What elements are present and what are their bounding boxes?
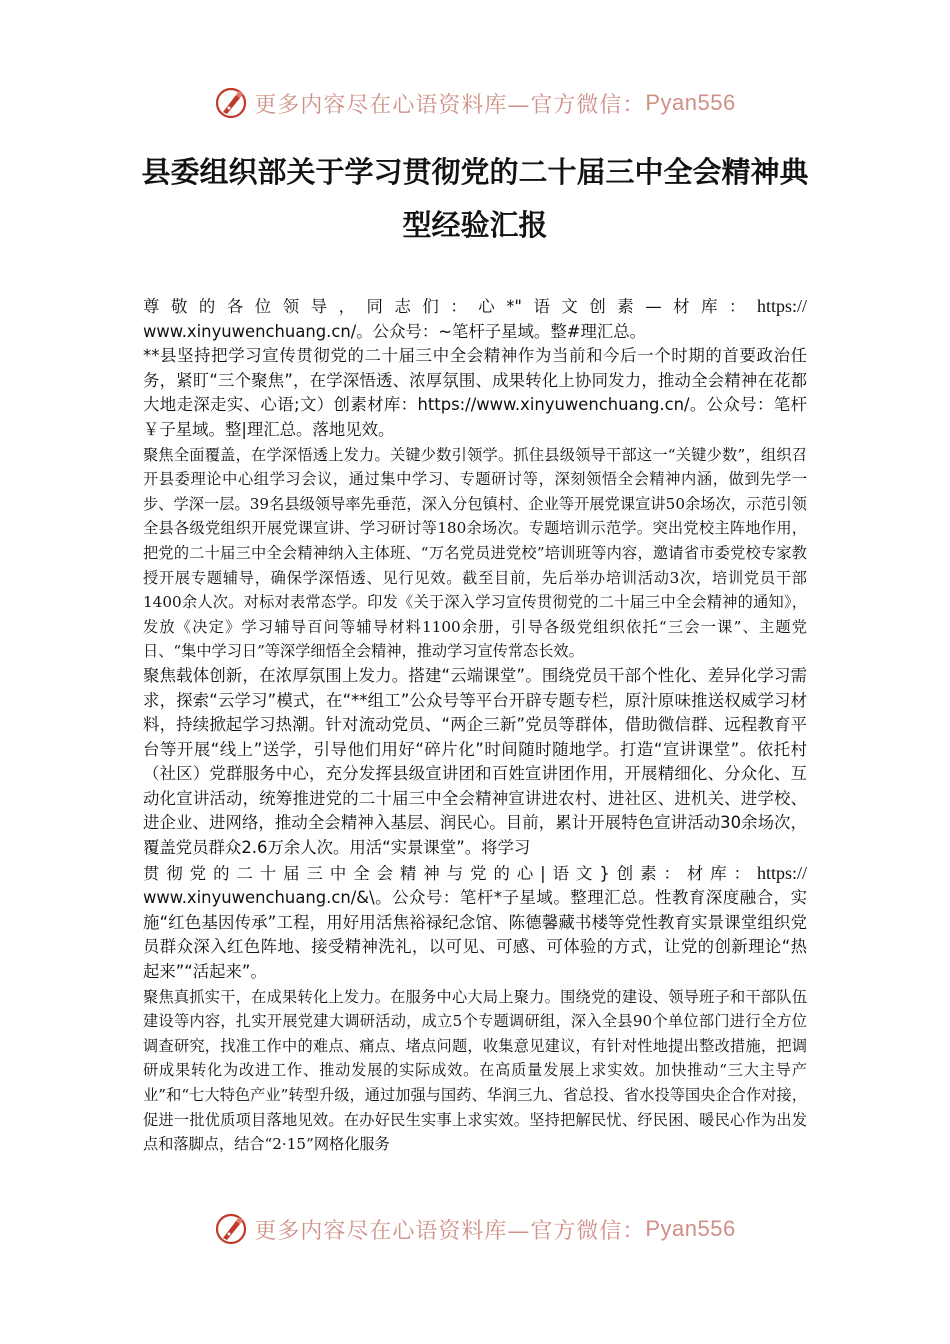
page-title	[120, 146, 830, 252]
footer-banner-text: 更多内容尽在心语资料库—官方微信：	[254, 1218, 646, 1244]
greeting-text: 尊敬的各位领导，同志们：心*"语文创素—材库：	[143, 297, 757, 316]
footer-banner-wechat-id: Pyan556	[645, 1216, 736, 1241]
section-1-paragraph: 聚焦全面覆盖，在学深悟透上发力。关键少数引领学。抓住县级领导干部这一“关键少数”，组织召开县委理论中心组学习会议，通过集中学习、专题研讨等，深刻领悟全会精神内涵，做到先学一步、学深一层。39名县级领导率先垂范，深入分包镇村、企业等开展党课宣讲50余场次，示范引领全县各级党组织开展党课宣讲、学习研讨等180余场次。专题培训示范学。突出党校主阵地作用，把党的二十届三中全会精神纳入主体班、“万名党员进党校”培训班等内容，邀请省市委党校专家教授开展专题辅导，确保学深悟透、见行见效。截至目前，先后举办培训活动3次，培训党员干部1400余人次。对标对表常态学。印发《关于深入学习宣传贯彻党的二十届三中全会精神的通知》，发放《决定》学习辅导百问等辅导材料1100余册，引导各级党组织依托“三会一课”、主题党日、“集中学习日”等深学细悟全会精神，推动学习宣传常态长效。	[143, 445, 807, 661]
greeting-line-1	[143, 294, 807, 320]
section-2-paragraph-part-1: 聚焦载体创新，在浓厚氛围上发力。搭建“云端课堂”。围绕党员干部个性化、差异化学习需求，探索“云学习”模式，在“**组工”公众号等平台开辟专题专栏，原汁原味推送权威学习材料，持续掀起学习热潮。针对流动党员、“两企三新”党员等群体，借助微信群、远程教育平台等开展“线上”送学，引导他们用好“碎片化”时间随时随地学。打造“宣讲课堂”。依托村（社区）党群服务中心，充分发挥县级宣讲团和百姓宣讲团作用，开展精细化、分众化、互动化宣讲活动，统筹推进党的二十届三中全会精神宣讲进农村、进社区、进机关、进学校、进企业、进网络，推动全会精神入基层、润民心。目前，累计开展特色宣讲活动30余场次，覆盖党员群众2.6万余人次。用活“实景课堂”。将学习	[143, 665, 807, 858]
pen-nib-logo-icon	[214, 86, 248, 120]
header-banner	[0, 78, 950, 128]
greeting-line-2: www.xinyuwenchuang.cn/。公众号：~笔杆子星域。整#理汇总。	[143, 321, 647, 341]
document-body	[143, 294, 807, 1157]
section-2-url: https://	[756, 862, 807, 883]
greeting-url: https://	[756, 296, 807, 316]
section-2-spread-text: 贯彻党的二十届三中全会精神与党的心|语文}创素：材库：	[143, 863, 757, 883]
title-line-2: 型经验汇报	[402, 208, 548, 242]
section-3-paragraph: 聚焦真抓实干，在成果转化上发力。在服务中心大局上聚力。围绕党的建设、领导班子和干部队伍建设等内容，扎实开展党建大调研活动，成立5个专题调研组，深入全县90个单位部门进行全方位调查研究，找准工作中的难点、痛点、堵点问题，收集意见建议，有针对性地提出整改措施，把调研成果转化为改进工作、推动发展的实际成效。在高质量发展上求实效。加快推动“三大主导产业”和“七大特色产业”转型升级，通过加强与国药、华润三九、省总投、省水投等国央企合作对接，促进一批优质项目落地见效。在办好民生实事上求实效。坚持把解民忧、纾民困、暖民心作为出发点和落脚点，结合“2·15”网格化服务	[143, 987, 807, 1154]
pen-nib-logo-icon	[214, 1212, 248, 1246]
footer-banner	[0, 1204, 950, 1254]
header-banner-text: 更多内容尽在心语资料库—官方微信：	[254, 92, 646, 118]
intro-paragraph: **县坚持把学习宣传贯彻党的二十届三中全会精神作为当前和今后一个时期的首要政治任务，紧盯“三个聚焦”，在学深悟透、浓厚氛围、成果转化上协同发力，推动全会精神在花都大地走深走实、心语;文）创素材库：https://www.xinyuwenchuang.cn/。公众号：笔杆￥子星域。整|理汇总。落地见效。	[143, 346, 807, 439]
section-2-spread-line	[143, 861, 807, 887]
title-line-1: 县委组织部关于学习贯彻党的二十届三中全会精神典	[141, 155, 809, 189]
header-banner-wechat-id: Pyan556	[645, 90, 736, 115]
section-2-paragraph-part-2: www.xinyuwenchuang.cn/&\。公众号：笔杆*子星域。整理汇总。性教育深度融合，实施“红色基因传承”工程，用好用活焦裕禄纪念馆、陈德馨藏书楼等党性教育实景课堂组织党员群众深入红色阵地、接受精神洗礼，以可见、可感、可体验的方式，让党的创新理论“热起来”“活起来”。	[143, 888, 807, 982]
